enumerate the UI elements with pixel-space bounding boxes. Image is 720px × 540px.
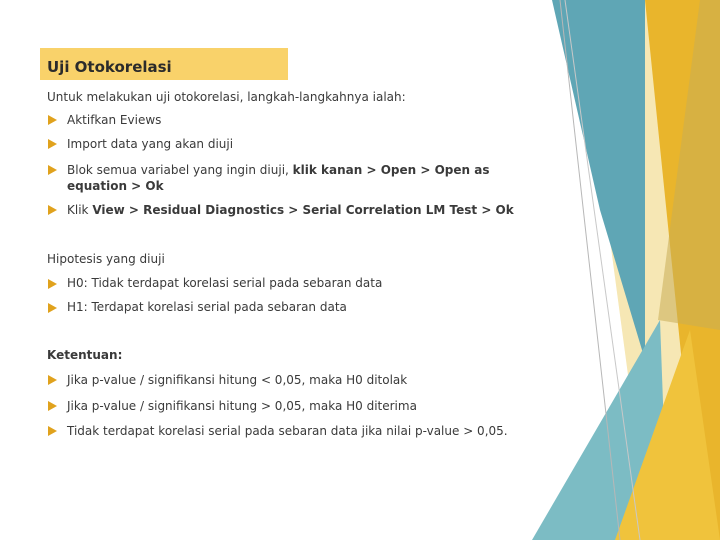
intro-text: Untuk melakukan uji otokorelasi, langkah-langkahnya ialah: xyxy=(47,90,406,104)
bullet-icon xyxy=(48,165,57,175)
rules-heading: Ketentuan: xyxy=(47,348,123,362)
step-3-bold-1: klik kanan > Open > Open as xyxy=(292,163,490,177)
rule-3: Tidak terdapat korelasi serial pada sebaran data jika nilai p-value > 0,05. xyxy=(67,424,508,438)
step-1: Aktifkan Eviews xyxy=(67,113,162,127)
step-4 xyxy=(67,202,514,218)
hypothesis-h1: H1: Terdapat korelasi serial pada sebaran data xyxy=(67,300,347,314)
step-4-prefix: Klik xyxy=(67,203,89,217)
hypothesis-heading: Hipotesis yang diuji xyxy=(47,252,165,266)
bullet-icon xyxy=(48,426,57,436)
step-3-line-2: equation > Ok xyxy=(67,179,164,193)
slide-title: Uji Otokorelasi xyxy=(47,58,172,76)
bullet-icon xyxy=(48,279,57,289)
bullet-icon xyxy=(48,205,57,215)
hypothesis-h0: H0: Tidak terdapat korelasi serial pada sebaran data xyxy=(67,276,383,290)
bullet-icon xyxy=(48,401,57,411)
bullet-icon xyxy=(48,115,57,125)
bullet-icon xyxy=(48,303,57,313)
step-3-line-1 xyxy=(67,162,489,178)
bullet-icon xyxy=(48,139,57,149)
step-4-bold: View > Residual Diagnostics > Serial Correlation LM Test > Ok xyxy=(92,203,514,217)
bullet-icon xyxy=(48,375,57,385)
step-2: Import data yang akan diuji xyxy=(67,137,234,151)
step-3-prefix: Blok semua variabel yang ingin diuji, xyxy=(67,163,289,177)
rule-2: Jika p-value / signifikansi hitung > 0,05, maka H0 diterima xyxy=(67,399,417,413)
rule-1: Jika p-value / signifikansi hitung < 0,05, maka H0 ditolak xyxy=(67,373,408,387)
